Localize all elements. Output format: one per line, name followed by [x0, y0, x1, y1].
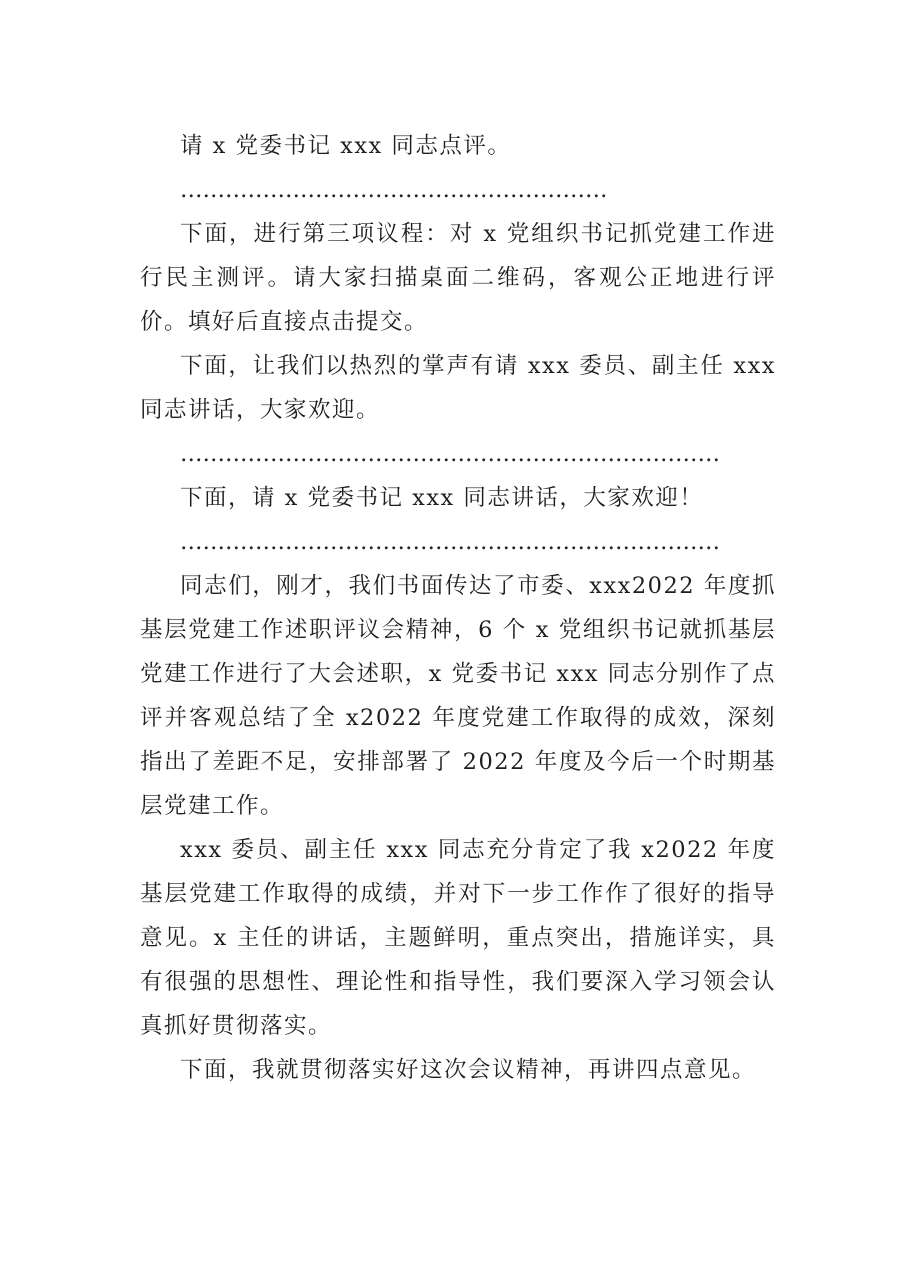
ellipsis-separator-2: ……………………………………………………………… — [180, 441, 720, 467]
paragraph-four-points: 下面，我就贯彻落实好这次会议精神，再讲四点意见。 — [180, 1057, 757, 1083]
paragraph-comment-request: 请 x 党委书记 xxx 同志点评。 — [180, 133, 512, 159]
ellipsis-separator-3: ……………………………………………………………… — [180, 529, 720, 555]
paragraph-secretary-speech: 下面，请 x 党委书记 xxx 同志讲话，大家欢迎！ — [180, 485, 704, 511]
paragraph-summary: 同志们，刚才，我们书面传达了市委、xxx2022 年度抓基层党建工作述职评议会精神，6 个 x 党组织书记就抓基层党建工作进行了大会述职，x 党委书记 xxx 同志分别作了点评并客观总结了全 x2022 年度党建工作取得的成效，深刻指出了差距不足，安排部署了 2022 年度及今后一个时期基层党建工作。 — [140, 573, 776, 819]
document-body — [140, 124, 776, 1092]
paragraph-agenda-item-three: 下面，进行第三项议程：对 x 党组织书记抓党建工作进行民主测评。请大家扫描桌面二维码，客观公正地进行评价。填好后直接点击提交。 — [140, 221, 776, 335]
paragraph-invite-speech: 下面，让我们以热烈的掌声有请 xxx 委员、副主任 xxx 同志讲话，大家欢迎。 — [140, 353, 776, 423]
ellipsis-separator-1: ………………………………………………… — [180, 177, 608, 203]
paragraph-affirmation: xxx 委员、副主任 xxx 同志充分肯定了我 x2022 年度基层党建工作取得的成绩，并对下一步工作作了很好的指导意见。x 主任的讲话，主题鲜明，重点突出，措施详实，具有很强的思想性、理论性和指导性，我们要深入学习领会认真抓好贯彻落实。 — [140, 837, 776, 1039]
